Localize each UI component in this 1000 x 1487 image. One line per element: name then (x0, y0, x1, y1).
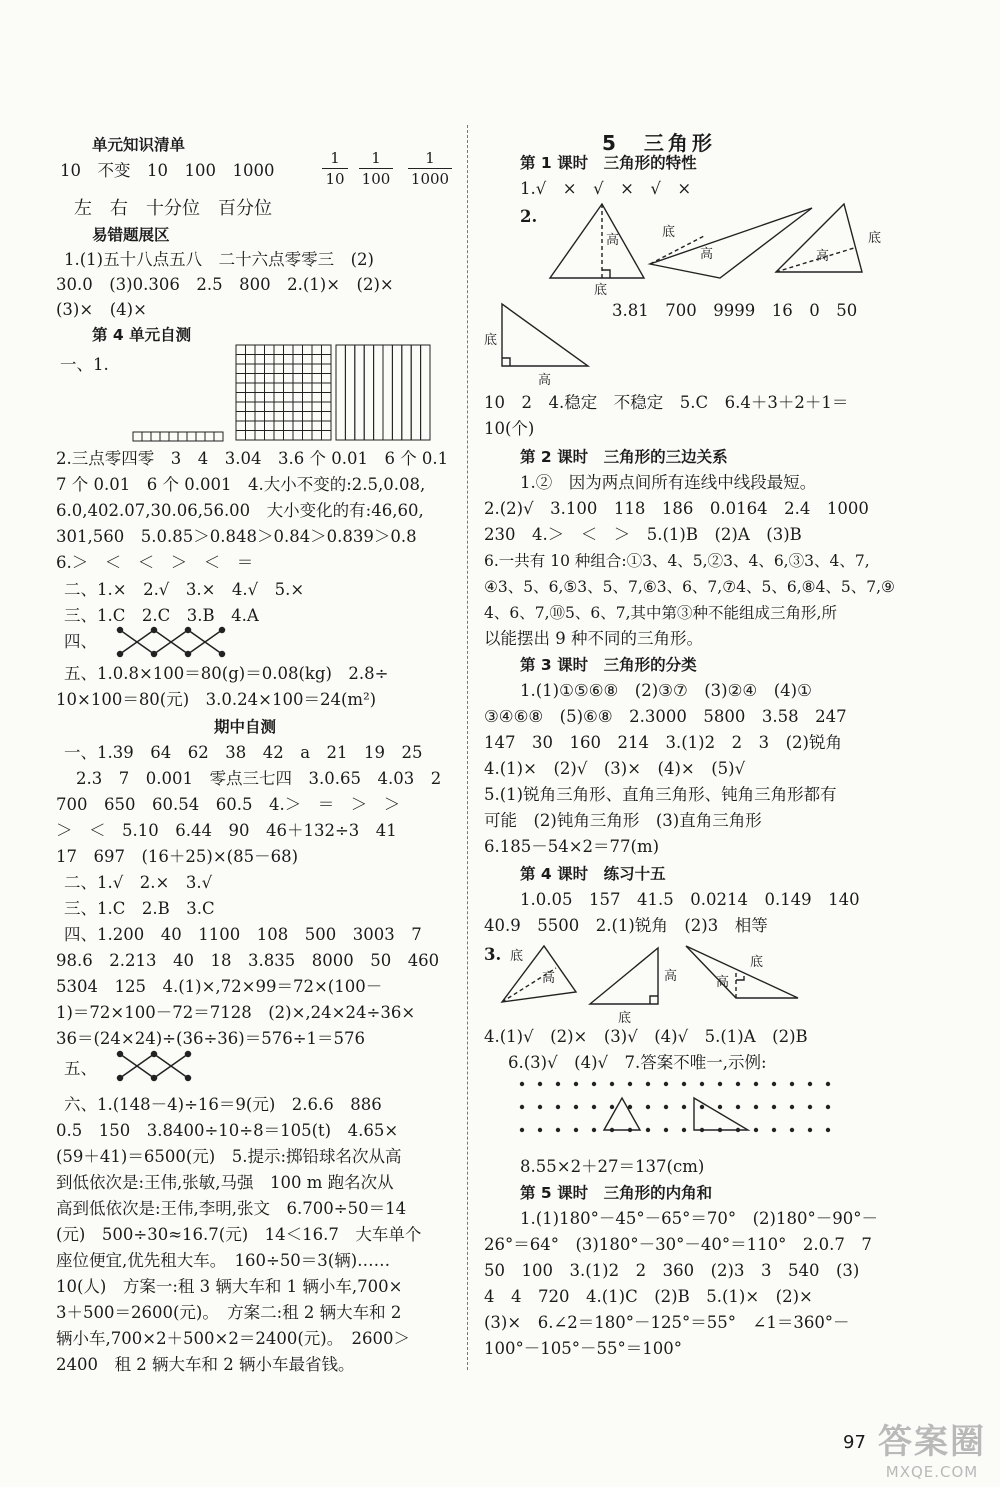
lesson5-heading: 第 5 课时 三角形的内角和 (520, 1184, 713, 1202)
decimal-grids (132, 344, 472, 444)
unit4-line: 2.三点零四零 3 4 3.04 3.6 个 0.01 6 个 0.1 (56, 449, 449, 468)
unit-list-line-2: 左 右 十分位 百分位 (74, 198, 272, 219)
example-triangle-2 (694, 1098, 748, 1130)
lesson3-heading: 第 3 课时 三角形的分类 (520, 656, 697, 674)
hundred-grid (236, 345, 331, 440)
unit4-line: 10×100＝80(元) 3.0.24×100＝24(m²) (56, 690, 377, 709)
lesson1-q2-label: 2. (520, 207, 538, 226)
watermark-url: MXQE.COM (885, 1463, 979, 1481)
lesson4-line: 40.9 5500 2.(1)锐角 (2)3 相等 (484, 916, 768, 935)
unit-list-heading: 单元知识清单 (92, 136, 186, 154)
lesson2-heading: 第 2 课时 三角形的三边关系 (520, 448, 728, 466)
lesson4-q8: 8.55×2＋27＝137(cm) (520, 1157, 705, 1176)
triangle-2 (650, 208, 812, 278)
error-line: 30.0 (3)0.306 2.5 800 2.(1)× (2)× (56, 275, 394, 294)
lesson5-line: 4 4 720 4.(1)C (2)B 5.(1)× (2)× (484, 1287, 813, 1306)
lesson1-line: 10(个) (484, 419, 535, 438)
unit-list-line-1: 10 不变 10 100 1000 (60, 161, 275, 180)
unit4-line: 6.＞ ＜ ＜ ＞ ＜ ＝ (56, 553, 254, 572)
lesson5-line: (3)× 6.∠2＝180°－125°＝55° ∠1＝360°－ (484, 1313, 850, 1332)
fraction-numerator: 1 (330, 149, 340, 167)
base-label: 底 (868, 231, 882, 246)
strip-grid (133, 432, 223, 441)
ten-strip-grid (336, 345, 430, 440)
height-label: 高 (664, 969, 678, 984)
fraction (408, 148, 452, 189)
base-label: 底 (750, 955, 764, 970)
midterm-line: (59＋41)＝6500(元) 5.提示:掷铅球名次从高 (56, 1147, 402, 1166)
lesson4-line: 6.(3)√ (4)√ 7.答案不唯一,示例: (508, 1053, 767, 1072)
unit4-line: 二、1.× 2.√ 3.× 4.√ 5.× (64, 580, 305, 599)
lesson5-line: 26°＝64° (3)180°－30°－40°＝110° 2.0.7 7 (484, 1235, 872, 1254)
fraction-denominator: 10 (322, 168, 348, 189)
midterm-line: 17 697 (16＋25)×(85－68) (56, 847, 299, 866)
lesson5-line: 1.(1)180°－45°－65°＝70° (2)180°－90°－ (520, 1209, 878, 1228)
chapter-title: 5 三角形 (602, 131, 716, 155)
fraction-denominator: 100 (359, 168, 393, 189)
lesson4-q3-label: 3. (484, 945, 502, 964)
midterm-line: 98.6 2.213 40 18 3.835 8000 50 460 (56, 951, 440, 970)
error-line: 1.(1)五十八点五八 二十六点零零三 (2) (64, 250, 374, 269)
height-label: 高 (538, 373, 552, 388)
midterm-line: 3＋500＝2600(元)。 方案二:租 2 辆大车和 2 (56, 1303, 402, 1322)
lesson5-line: 100°－105°－55°＝100° (484, 1339, 682, 1358)
midterm-line: 到低依次是:王伟,张敏,马强 100 m 跑名次从 (56, 1173, 394, 1192)
midterm-line: 六、1.(148－4)÷16＝9(元) 2.6.6 886 (64, 1095, 382, 1114)
midterm-line: 10(人) 方案一:租 3 辆大车和 1 辆小车,700× (56, 1277, 403, 1296)
lesson3-line: 可能 (2)钝角三角形 (3)直角三角形 (484, 811, 762, 830)
error-heading: 易错题展区 (92, 226, 170, 244)
dot-grid-figure (518, 1080, 858, 1140)
unit4-line: 三、1.C 2.C 3.B 4.A (64, 606, 259, 625)
midterm-heading: 期中自测 (214, 718, 277, 736)
lesson4-heading: 第 4 课时 练习十五 (520, 865, 666, 883)
height-label: 高 (606, 233, 620, 248)
lesson4-triangle-figures (498, 938, 798, 1026)
base-label: 底 (484, 333, 498, 348)
base-label: 底 (510, 949, 524, 964)
midterm-line: 五、 (64, 1059, 97, 1078)
lesson3-line: 1.(1)①⑤⑥⑧ (2)③⑦ (3)②④ (4)① (520, 681, 812, 700)
midterm-line: 700 650 60.54 60.5 4.＞ ＝ ＞ ＞ (56, 795, 401, 814)
watermark (878, 1414, 986, 1481)
lesson3-line: ③④⑥⑧ (5)⑥⑧ 2.3000 5800 3.58 247 (484, 707, 847, 726)
fraction-denominator: 1000 (408, 168, 452, 189)
midterm-line: 座位便宜,优先租大车。 160÷50＝3(辆)…… (56, 1251, 391, 1270)
unit4-line: 四、 (64, 632, 97, 651)
unit4-heading: 第 4 单元自测 (92, 326, 192, 344)
unit4-line: 301,560 5.0.85＞0.848＞0.84＞0.839＞0.8 (56, 527, 417, 546)
unit4-line: 五、1.0.8×100＝80(g)＝0.08(kg) 2.8÷ (64, 664, 389, 683)
lesson1-q1: 1.√ × √ × √ × (520, 179, 692, 198)
lesson2-line: 以能摆出 9 种不同的三角形。 (484, 629, 703, 648)
midterm-line: 三、1.C 2.B 3.C (64, 899, 215, 918)
fraction-numerator: 1 (425, 149, 435, 167)
watermark-title: 答案圈 (878, 1422, 986, 1462)
midterm-line: 2400 租 2 辆大车和 2 辆小车最省钱。 (56, 1355, 355, 1374)
fraction (322, 148, 348, 189)
midterm-line: 0.5 150 3.8400÷10÷8＝105(t) 4.65× (56, 1121, 399, 1140)
midterm-line: 1)＝72×100－72＝7128 (2)×,24×24÷36× (56, 1003, 416, 1022)
error-line: (3)× (4)× (56, 300, 147, 319)
lesson2-line: 230 4.＞ ＜ ＞ 5.(1)B (2)A (3)B (484, 525, 802, 544)
triangle-1 (550, 204, 644, 278)
midterm-line: (元) 500÷30≈16.7(元) 14＜16.7 大车单个 (56, 1225, 422, 1244)
midterm-line: 2.3 7 0.001 零点三七四 3.0.65 4.03 2 (76, 769, 442, 788)
matching-lines-1 (114, 624, 234, 660)
midterm-line: 高到低依次是:王伟,李明,张文 6.700÷50＝14 (56, 1199, 407, 1218)
midterm-line: 36＝(24×24)÷(36÷36)＝576÷1＝576 (56, 1029, 366, 1048)
lesson1-heading: 第 1 课时 三角形的特性 (520, 154, 697, 172)
lesson2-line: 1.② 因为两点间所有连线中线段最短。 (520, 473, 817, 492)
unit4-line: 6.0,402.07,30.06,56.00 大小变化的有:46,60, (56, 501, 424, 520)
height-label: 高 (542, 971, 556, 986)
lesson4-line: 1.0.05 157 41.5 0.0214 0.149 140 (520, 890, 860, 909)
lesson3-line: 4.(1)× (2)√ (3)× (4)× (5)√ (484, 759, 746, 778)
example-triangle-1 (604, 1098, 640, 1130)
lesson1-q3: 3.81 700 9999 16 0 50 (612, 301, 858, 320)
height-label: 高 (816, 249, 830, 264)
fraction (359, 148, 393, 189)
midterm-line: 5304 125 4.(1)×,72×99＝72×(100－ (56, 977, 383, 996)
lesson5-line: 50 100 3.(1)2 2 360 (2)3 3 540 (3) (484, 1261, 860, 1280)
matching-lines-2 (114, 1048, 204, 1084)
midterm-line: 四、1.200 40 1100 108 500 3003 7 (64, 925, 422, 944)
midterm-line: 辆小车,700×2＋500×2＝2400(元)。 2600＞ (56, 1329, 410, 1348)
right-triangle-figure (484, 294, 604, 394)
lesson2-line: 2.(2)√ 3.100 118 186 0.0164 2.4 1000 (484, 499, 869, 518)
height-label: 高 (700, 247, 714, 262)
lesson3-line: 5.(1)锐角三角形、直角三角形、钝角三角形都有 (484, 785, 837, 804)
lesson2-line: 4、6、7,⑩5、6、7,其中第③种不能组成三角形,所 (484, 604, 837, 622)
lesson2-line: 6.一共有 10 种组合:①3、4、5,②3、4、6,③3、4、7, (484, 552, 870, 570)
lesson4-line: 4.(1)√ (2)× (3)√ (4)√ 5.(1)A (2)B (484, 1027, 808, 1046)
lesson3-line: 6.185－54×2＝77(m) (484, 837, 660, 856)
midterm-line: ＞ ＜ 5.10 6.44 90 46＋132÷3 41 (56, 821, 397, 840)
unit4-item-label: 一、1. (60, 355, 109, 374)
midterm-line: 一、1.39 64 62 38 42 a 21 19 25 (64, 743, 423, 762)
page-number: 97 (843, 1432, 866, 1453)
lesson1-line: 10 2 4.稳定 不稳定 5.C 6.4＋3＋2＋1＝ (484, 393, 849, 412)
height-label: 高 (716, 975, 730, 990)
dot-grid (520, 1082, 830, 1132)
base-label: 底 (618, 1011, 632, 1026)
triangle-heights-figures (544, 198, 904, 298)
base-label: 底 (662, 225, 676, 240)
column-divider (467, 125, 468, 1370)
lesson3-line: 147 30 160 214 3.(1)2 2 3 (2)锐角 (484, 733, 842, 752)
lesson2-line: ④3、5、6,⑤3、5、7,⑥3、6、7,⑦4、5、6,⑧4、5、7,⑨ (484, 578, 895, 596)
midterm-line: 二、1.√ 2.× 3.√ (64, 873, 213, 892)
unit4-line: 7 个 0.01 6 个 0.001 4.大小不变的:2.5,0.08, (56, 475, 426, 494)
fraction-numerator: 1 (371, 149, 381, 167)
base-label: 底 (594, 283, 608, 298)
